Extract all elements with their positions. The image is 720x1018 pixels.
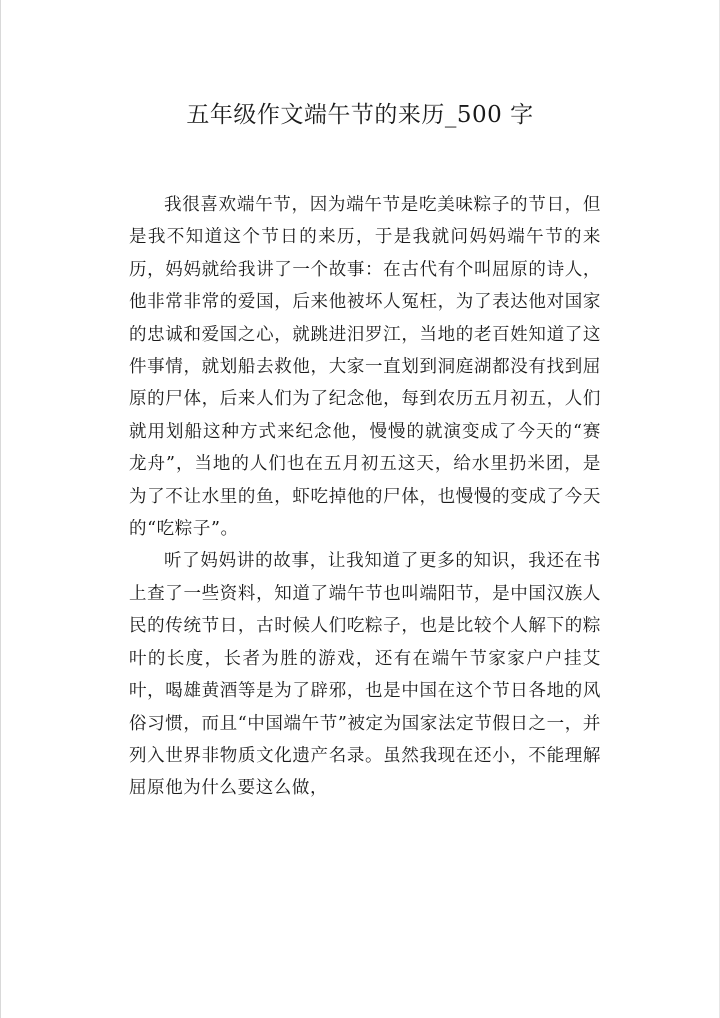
paragraph-2: 听了妈妈讲的故事，让我知道了更多的知识，我还在书上查了一些资料，知道了端午节也叫端阳节，是中国汉族人民的传统节日，古时候人们吃粽子，也是比较个人解下的粽叶的长度，长者为胜的游戏，还有在端午节家家户户挂艾叶，喝雄黄酒等是为了辟邪，也是中国在这个节日各地的风俗习惯，而且“中国端午节”被定为国家法定节假日之一，并列入世界非物质文化遗产名录。虽然我现在还小，不能理解屈原他为什么要这么做， bbox=[129, 551, 601, 799]
paragraph-1: 我很喜欢端午节，因为端午节是吃美味粽子的节日，但是我不知道这个节日的来历，于是我就问妈妈端午节的来历，妈妈就给我讲了一个故事：在古代有个叫屈原的诗人，他非常非常的爱国，后来他被坏人冤枉，为了表达他对国家的忠诚和爱国之心，就跳进汨罗江，当地的老百姓知道了这件事情，就划船去救他，大家一直划到洞庭湖都没有找到屈原的尸体，后来人们为了纪念他，每到农历五月初五，人们就用划船这种方式来纪念他，慢慢的就演变成了今天的“赛龙舟”，当地的人们也在五月初五这天，给水里扔米团，是为了不让水里的鱼，虾吃掉他的尸体，也慢慢的变成了今天的“吃粽子”。 bbox=[129, 195, 601, 540]
document-title: 五年级作文端午节的来历_500 字 bbox=[186, 102, 534, 128]
page-border-left bbox=[0, 0, 1, 1018]
document-body bbox=[129, 189, 601, 805]
